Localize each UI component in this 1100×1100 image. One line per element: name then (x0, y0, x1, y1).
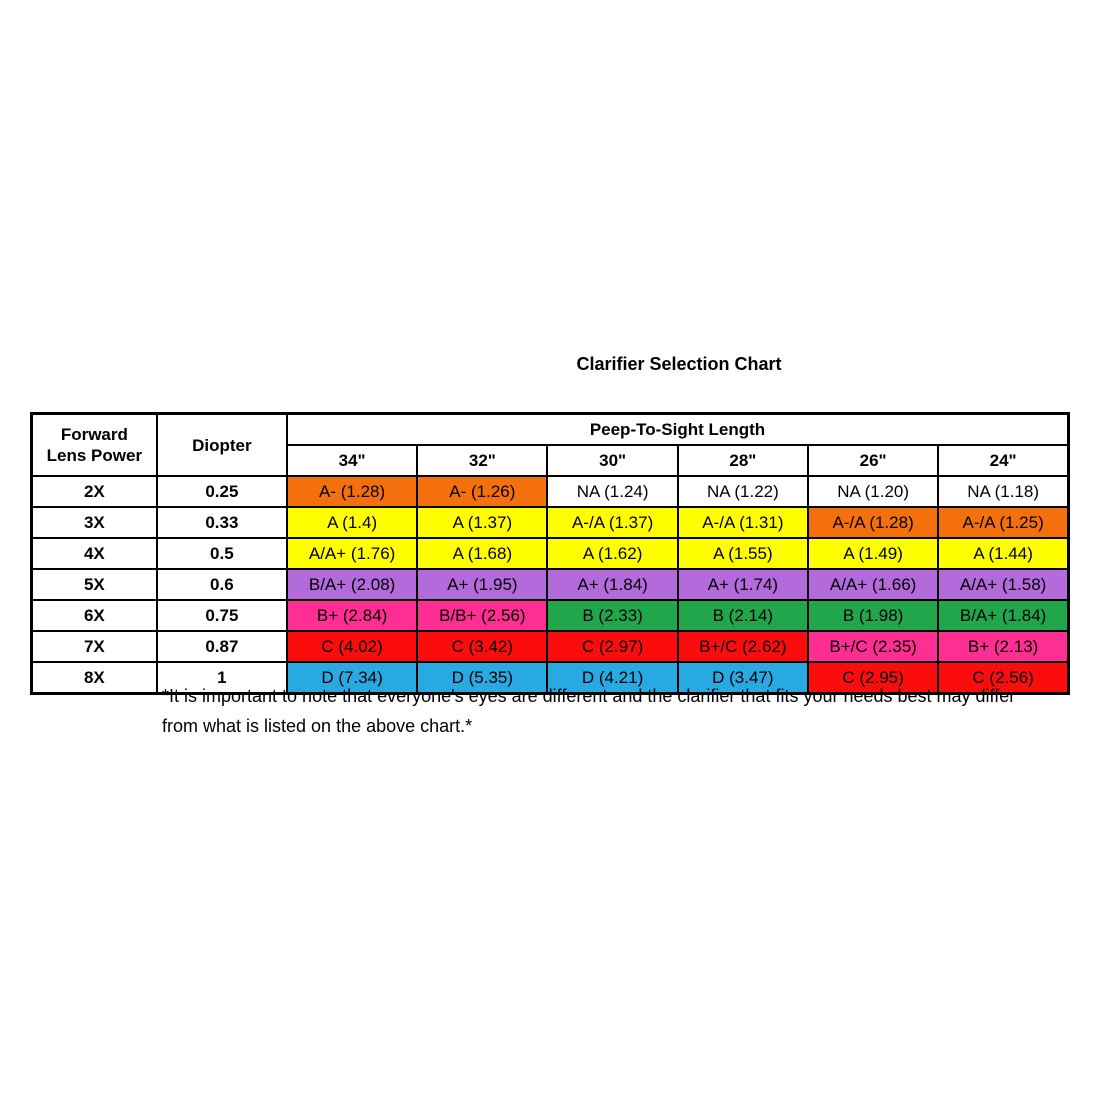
clarifier-cell: D (3.47) (678, 662, 808, 694)
clarifier-cell: C (3.42) (417, 631, 547, 662)
clarifier-cell: NA (1.18) (938, 476, 1068, 507)
header-forward-line1: Forward (60, 425, 128, 444)
clarifier-cell: A/A+ (1.58) (938, 569, 1068, 600)
clarifier-cell: A (1.62) (547, 538, 677, 569)
clarifier-cell: A+ (1.74) (678, 569, 808, 600)
table-row-5x (32, 569, 1069, 600)
row-power-label: 6X (32, 600, 157, 631)
clarifier-cell: A-/A (1.37) (547, 507, 677, 538)
clarifier-cell: D (4.21) (547, 662, 677, 694)
clarifier-cell: A (1.4) (287, 507, 417, 538)
clarifier-cell: B/A+ (1.84) (938, 600, 1068, 631)
clarifier-cell: D (5.35) (417, 662, 547, 694)
table-row-6x (32, 600, 1069, 631)
clarifier-cell: C (2.97) (547, 631, 677, 662)
table-row-4x (32, 538, 1069, 569)
clarifier-cell: B/A+ (2.08) (287, 569, 417, 600)
clarifier-cell: A- (1.26) (417, 476, 547, 507)
clarifier-cell: A (1.55) (678, 538, 808, 569)
row-diopter-value: 0.25 (157, 476, 287, 507)
header-length-28in: 28" (678, 445, 808, 476)
clarifier-cell: B+ (2.13) (938, 631, 1068, 662)
clarifier-cell: B+/C (2.35) (808, 631, 938, 662)
clarifier-cell: A/A+ (1.76) (287, 538, 417, 569)
clarifier-cell: A/A+ (1.66) (808, 569, 938, 600)
page-title: Clarifier Selection Chart (576, 354, 782, 374)
row-power-label: 4X (32, 538, 157, 569)
header-length-34in: 34" (287, 445, 417, 476)
header-diopter: Diopter (157, 414, 287, 477)
clarifier-cell: C (2.56) (938, 662, 1068, 694)
clarifier-cell: A-/A (1.31) (678, 507, 808, 538)
header-forward-lens-power (32, 414, 157, 477)
clarifier-cell: NA (1.22) (678, 476, 808, 507)
row-power-label: 8X (32, 662, 157, 694)
row-diopter-value: 0.75 (157, 600, 287, 631)
table-row-7x (32, 631, 1069, 662)
table-row-2x (32, 476, 1069, 507)
header-length-26in: 26" (808, 445, 938, 476)
clarifier-cell: NA (1.20) (808, 476, 938, 507)
clarifier-cell: NA (1.24) (547, 476, 677, 507)
clarifier-cell: B+/C (2.62) (678, 631, 808, 662)
clarifier-cell: A+ (1.84) (547, 569, 677, 600)
header-forward-line2: Lens Power (46, 446, 143, 465)
row-diopter-value: 0.5 (157, 538, 287, 569)
header-row-top (32, 414, 1069, 446)
clarifier-cell: A-/A (1.25) (938, 507, 1068, 538)
header-length-30in: 30" (547, 445, 677, 476)
clarifier-cell: C (4.02) (287, 631, 417, 662)
clarifier-cell: A (1.68) (417, 538, 547, 569)
row-diopter-value: 0.6 (157, 569, 287, 600)
header-length-24in: 24" (938, 445, 1068, 476)
header-peep-to-sight-length: Peep-To-Sight Length (287, 414, 1069, 446)
clarifier-cell: B (2.14) (678, 600, 808, 631)
header-length-32in: 32" (417, 445, 547, 476)
clarifier-cell: A (1.49) (808, 538, 938, 569)
row-power-label: 2X (32, 476, 157, 507)
clarifier-cell: A-/A (1.28) (808, 507, 938, 538)
clarifier-cell: B/B+ (2.56) (417, 600, 547, 631)
clarifier-cell: C (2.95) (808, 662, 938, 694)
clarifier-cell: A+ (1.95) (417, 569, 547, 600)
clarifier-cell: B+ (2.84) (287, 600, 417, 631)
row-diopter-value: 0.33 (157, 507, 287, 538)
clarifier-cell: B (2.33) (547, 600, 677, 631)
row-diopter-value: 1 (157, 662, 287, 694)
table-row-3x (32, 507, 1069, 538)
row-power-label: 5X (32, 569, 157, 600)
row-power-label: 3X (32, 507, 157, 538)
clarifier-cell: B (1.98) (808, 600, 938, 631)
clarifier-cell: A- (1.28) (287, 476, 417, 507)
clarifier-cell: A (1.37) (417, 507, 547, 538)
clarifier-cell: A (1.44) (938, 538, 1068, 569)
footnote: *It is important to note that everyone's eyes are different and the clarifier that fits your needs best may differ from what is listed on the above chart.* (162, 686, 1016, 736)
row-diopter-value: 0.87 (157, 631, 287, 662)
row-power-label: 7X (32, 631, 157, 662)
clarifier-cell: D (7.34) (287, 662, 417, 694)
clarifier-selection-table (30, 412, 1070, 695)
